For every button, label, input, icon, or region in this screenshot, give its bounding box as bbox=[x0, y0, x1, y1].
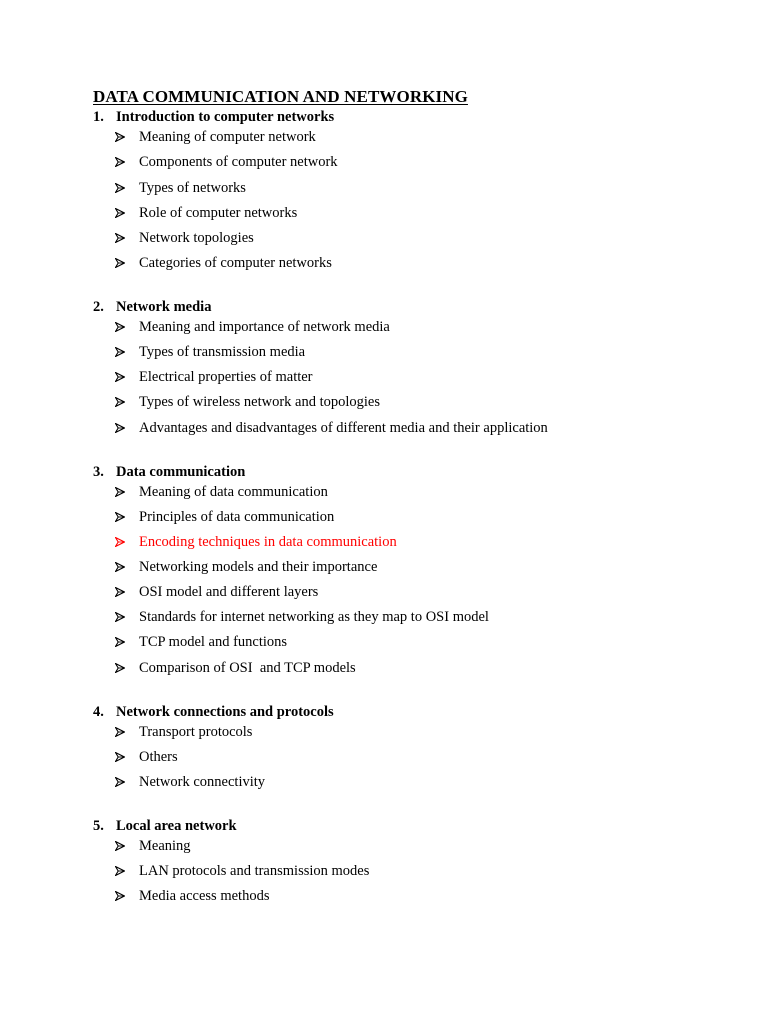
arrow-bullet-icon bbox=[115, 562, 125, 572]
arrow-bullet-icon bbox=[115, 423, 125, 433]
list-item: Meaning and importance of network media bbox=[115, 319, 390, 336]
section-number: 5. bbox=[93, 818, 104, 834]
section-4-heading bbox=[93, 704, 334, 721]
list-item: Role of computer networks bbox=[115, 205, 297, 222]
section-title: Data communication bbox=[116, 464, 246, 480]
list-item: Components of computer network bbox=[115, 154, 338, 171]
arrow-bullet-icon bbox=[115, 537, 125, 547]
section-number: 1. bbox=[93, 109, 104, 125]
list-item: LAN protocols and transmission modes bbox=[115, 863, 369, 880]
list-item: Networking models and their importance bbox=[115, 559, 377, 576]
list-item: Media access methods bbox=[115, 888, 269, 905]
arrow-bullet-icon bbox=[115, 841, 125, 851]
list-item: Meaning of computer network bbox=[115, 129, 316, 146]
list-item: Meaning of data communication bbox=[115, 484, 328, 501]
arrow-bullet-icon bbox=[115, 347, 125, 357]
list-item: TCP model and functions bbox=[115, 634, 287, 651]
arrow-bullet-icon bbox=[115, 637, 125, 647]
arrow-bullet-icon bbox=[115, 258, 125, 268]
list-item: Principles of data communication bbox=[115, 509, 334, 526]
arrow-bullet-icon bbox=[115, 663, 125, 673]
list-item: Network connectivity bbox=[115, 774, 265, 791]
arrow-bullet-icon bbox=[115, 233, 125, 243]
arrow-bullet-icon bbox=[115, 397, 125, 407]
highlighted-list-item: Encoding techniques in data communication bbox=[115, 534, 397, 551]
list-item: Types of networks bbox=[115, 180, 246, 197]
section-number: 4. bbox=[93, 704, 104, 720]
arrow-bullet-icon bbox=[115, 132, 125, 142]
list-item: OSI model and different layers bbox=[115, 584, 318, 601]
list-item: Electrical properties of matter bbox=[115, 369, 313, 386]
arrow-bullet-icon bbox=[115, 157, 125, 167]
document-title: DATA COMMUNICATION AND NETWORKING bbox=[93, 87, 468, 106]
arrow-bullet-icon bbox=[115, 372, 125, 382]
arrow-bullet-icon bbox=[115, 866, 125, 876]
arrow-bullet-icon bbox=[115, 512, 125, 522]
list-item: Transport protocols bbox=[115, 724, 252, 741]
list-item: Categories of computer networks bbox=[115, 255, 332, 272]
section-title: Network connections and protocols bbox=[116, 704, 334, 720]
arrow-bullet-icon bbox=[115, 727, 125, 737]
arrow-bullet-icon bbox=[115, 777, 125, 787]
section-1-heading bbox=[93, 109, 334, 126]
arrow-bullet-icon bbox=[115, 612, 125, 622]
section-2-heading bbox=[93, 299, 211, 316]
section-title: Network media bbox=[116, 299, 212, 315]
section-title: Introduction to computer networks bbox=[116, 109, 335, 125]
arrow-bullet-icon bbox=[115, 322, 125, 332]
list-item: Types of transmission media bbox=[115, 344, 305, 361]
arrow-bullet-icon bbox=[115, 208, 125, 218]
list-item: Comparison of OSI and TCP models bbox=[115, 660, 356, 677]
section-number: 2. bbox=[93, 299, 104, 315]
section-title: Local area network bbox=[116, 818, 237, 834]
list-item: Network topologies bbox=[115, 230, 254, 247]
list-item: Types of wireless network and topologies bbox=[115, 394, 380, 411]
arrow-bullet-icon bbox=[115, 587, 125, 597]
section-5-heading bbox=[93, 818, 237, 835]
list-item: Meaning bbox=[115, 838, 191, 855]
list-item: Standards for internet networking as they map to OSI model bbox=[115, 609, 489, 626]
arrow-bullet-icon bbox=[115, 891, 125, 901]
arrow-bullet-icon bbox=[115, 752, 125, 762]
section-3-heading bbox=[93, 464, 245, 481]
section-number: 3. bbox=[93, 464, 104, 480]
arrow-bullet-icon bbox=[115, 183, 125, 193]
list-item: Others bbox=[115, 749, 178, 766]
list-item: Advantages and disadvantages of different media and their application bbox=[115, 420, 548, 437]
arrow-bullet-icon bbox=[115, 487, 125, 497]
